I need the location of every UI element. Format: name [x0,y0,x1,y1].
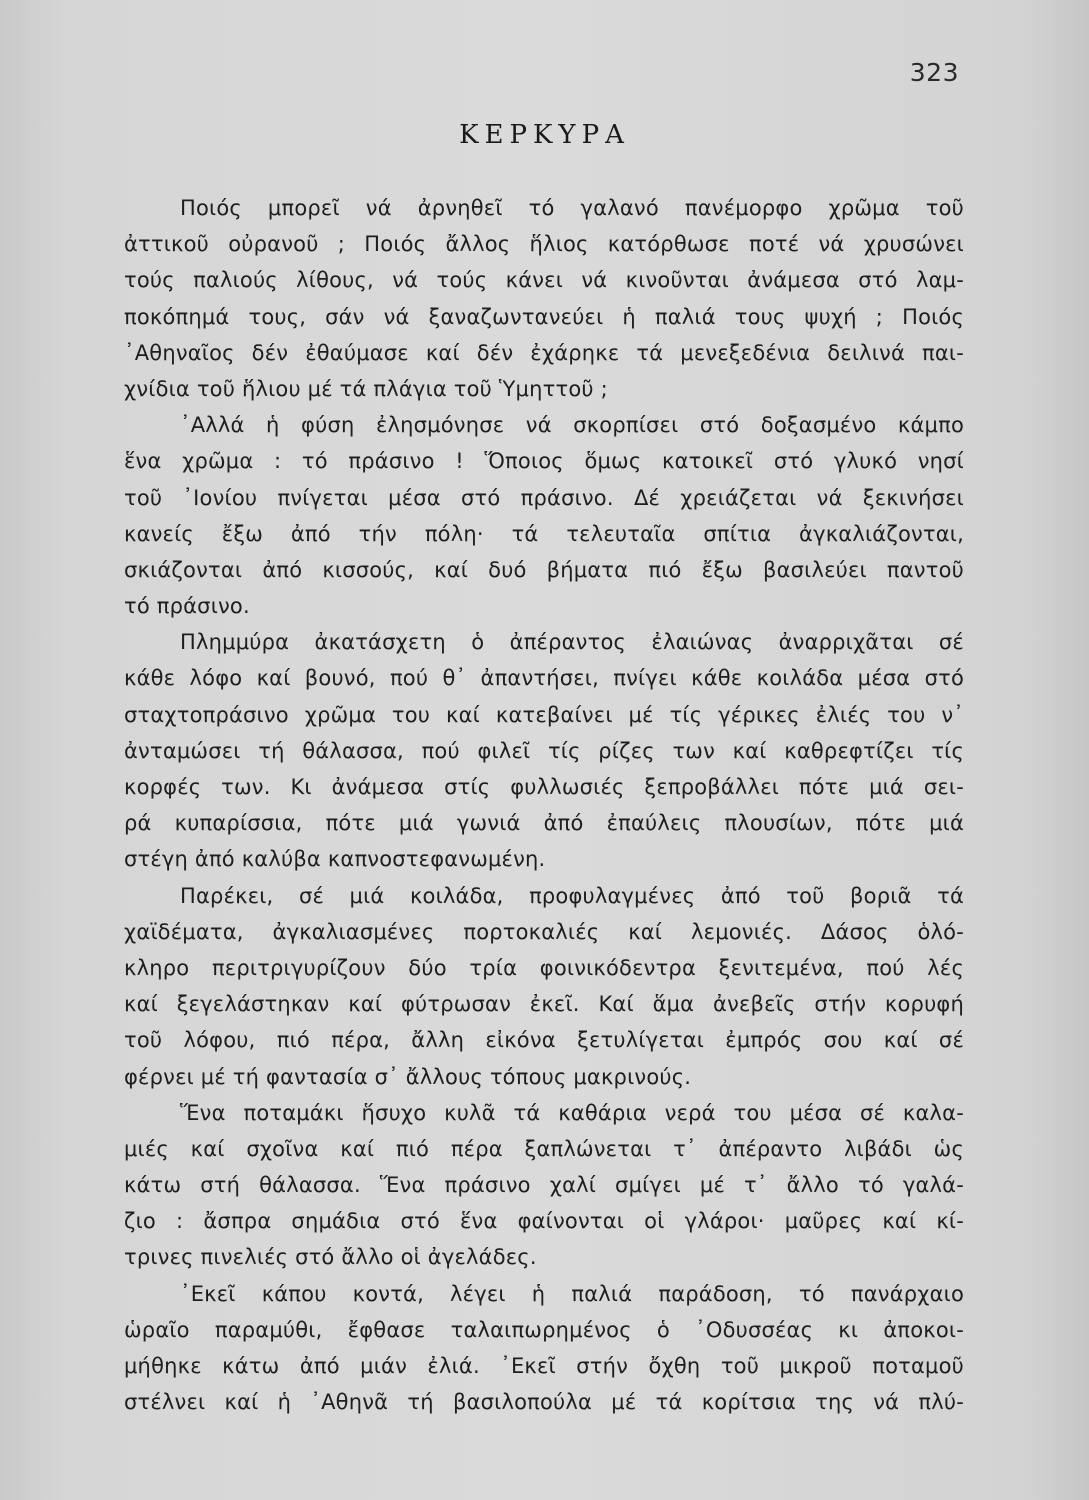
text-line: τοῦ ᾿Ιονίου πνίγεται μέσα στό πράσινο. Δέ χρειάζεται νά ξεκινήσει [124,485,964,510]
text-line: Ποιός μπορεῖ νά ἀρνηθεῖ τό γαλανό πανέμορφο χρῶμα τοῦ [180,196,964,220]
text-line: ποκόπημά τους, σάν νά ξαναζωντανεύει ἡ παλιά τους ψυχή ; Ποιός [124,304,964,329]
text-line: στέγη ἀπό καλύβα καπνοστεφανωμένη. [124,847,546,872]
text-line: ἀττικοῦ οὐρανοῦ ; Ποιός ἄλλος ἥλιος κατόρθωσε ποτέ νά χρυσώνει [124,232,964,257]
text-line: ζιο : ἄσπρα σημάδια στό ἕνα φαίνονται οἱ γλάροι· μαῦρες καί κί- [124,1209,964,1234]
text-line: ἀνταμώσει τή θάλασσα, πού φιλεῖ τίς ρίζες των καί καθρεφτίζει τίς [124,738,964,763]
text-line: στέλνει καί ἡ ᾿Αθηνᾶ τή βασιλοπούλα μέ τά κορίτσια της νά πλύ- [124,1390,964,1415]
text-line: κανείς ἔξω ἀπό τήν πόλη· τά τελευταῖα σπίτια ἀγκαλιάζονται, [124,521,964,546]
text-line: ᾿Αλλά ἡ φύση ἐλησμόνησε νά σκορπίσει στό δοξασμένο κάμπο [180,413,964,438]
text-line: ᾿Αθηναῖος δέν ἐθαύμασε καί δέν ἐχάρηκε τά μενεξεδένια δειλινά παι- [124,340,964,365]
text-line: σταχτοπράσινο χρῶμα του καί κατεβαίνει μέ τίς γέρικες ἐλιές του ν᾿ [124,702,964,727]
body-text [124,190,964,1420]
text-line: χνίδια τοῦ ἥλιου μέ τά πλάγια τοῦ Ὑμηττοῦ ; [124,376,608,401]
text-line: τοῦ λόφου, πιό πέρα, ἄλλη εἰκόνα ξετυλίγεται ἐμπρός σου καί σέ [124,1028,964,1053]
text-line: χαϊδέματα, ἀγκαλιασμένες πορτοκαλιές καί λεμονιές. Δάσος ὁλό- [124,919,964,944]
text-line: σκιάζονται ἀπό κισσούς, καί δυό βήματα πιό ἔξω βασιλεύει παντοῦ [124,557,964,582]
text-line: ὡραῖο παραμύθι, ἔφθασε ταλαιπωρημένος ὁ ᾿Οδυσσέας κι ἀποκοι- [124,1317,964,1342]
text-line: Πλημμύρα ἀκατάσχετη ὁ ἀπέραντος ἐλαιώνας ἀναρριχᾶται σέ [180,630,964,655]
text-line: τούς παλιούς λίθους, νά τούς κάνει νά κινοῦνται ἀνάμεσα στό λαμ- [124,268,964,293]
text-line: φέρνει μέ τή φαντασία σ᾿ ἄλλους τόπους μακρινούς. [124,1064,692,1089]
text-line: τό πράσινο. [124,594,250,619]
text-line: ρά κυπαρίσσια, πότε μιά γωνιά ἀπό ἐπαύλεις πλουσίων, πότε μιά [124,811,964,836]
text-line: καί ξεγελάστηκαν καί φύτρωσαν ἐκεῖ. Καί ἅμα ἀνεβεῖς στήν κορυφή [124,992,964,1017]
text-line: μιές καί σχοῖνα καί πιό πέρα ξαπλώνεται τ᾿ ἀπέραντο λιβάδι ὡς [124,1136,964,1161]
text-line: Παρέκει, σέ μιά κοιλάδα, προφυλαγμένες ἀπό τοῦ βοριᾶ τά [180,883,964,908]
text-line: ἕνα χρῶμα : τό πράσινο ! Ὅποιος ὅμως κατοικεῖ στό γλυκό νησί [124,449,964,474]
text-line: ᾿Εκεῖ κάπου κοντά, λέγει ἡ παλιά παράδοση, τό πανάρχαιο [180,1281,964,1306]
page-number: 323 [909,58,959,87]
text-line: μήθηκε κάτω ἀπό μιάν ἐλιά. ᾿Εκεῖ στήν ὄχθη τοῦ μικροῦ ποταμοῦ [124,1354,964,1378]
text-line: κληρο περιτριγυρίζουν δύο τρία φοινικόδεντρα ξενιτεμένα, πού λές [124,955,964,980]
text-line: τρινες πινελιές στό ἄλλο οἱ ἀγελάδες. [124,1245,537,1270]
text-line: κάθε λόφο καί βουνό, πού θ᾿ ἀπαντήσει, πνίγει κάθε κοιλάδα μέσα στό [124,666,964,691]
text-line: κορφές των. Κι ἀνάμεσα στίς φυλλωσιές ξεπροβάλλει πότε μιά σει- [124,775,964,799]
text-line: Ἕνα ποταμάκι ἥσυχο κυλᾶ τά καθάρια νερά του μέσα σέ καλα- [180,1100,964,1125]
text-line: κάτω στή θάλασσα. Ἕνα πράσινο χαλί σμίγει μέ τ᾿ ἄλλο τό γαλά- [124,1173,964,1198]
chapter-title: ΚΕΡΚΥΡΑ [459,120,630,150]
